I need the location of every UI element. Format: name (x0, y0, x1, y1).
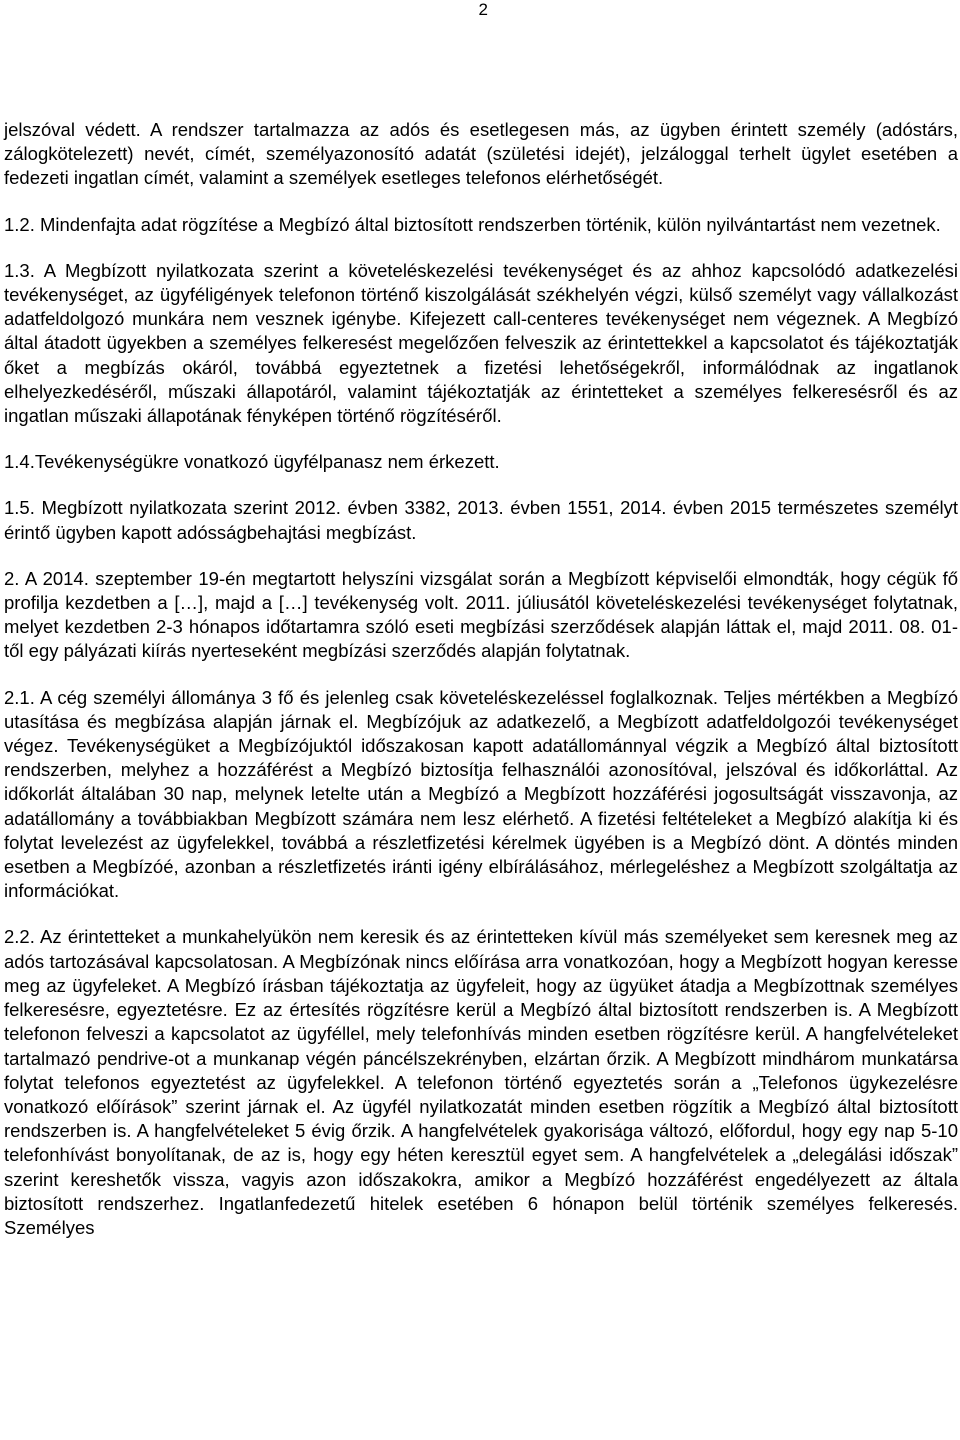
paragraph-section-1-2: 1.2. Mindenfajta adat rögzítése a Megbízó által biztosított rendszerben történik, külön nyilvántartást nem vezetnek. (4, 213, 941, 235)
document-body (4, 118, 958, 1240)
paragraph-intro-continuation: jelszóval védett. A rendszer tartalmazza az adós és esetlegesen más, az ügyben érintett személy (adóstárs, zálogkötelezett) nevét, címét, személyazonosító adatát (születési idejét), jelzáloggal terhelt ügylet esetében a fedezeti ingatlan címét, valamint a személyek esetleges telefonos elérhetőségét. (4, 119, 958, 189)
paragraph-section-1-3: 1.3. A Megbízott nyilatkozata szerint a követeléskezelési tevékenységet és az ahhoz kapcsolódó adatkezelési tevékenységet, az ügyféligények telefonon történő kiszolgálását székhelyén végzi, külső személyt vagy vállalkozást adatfeldolgozó munkára nem vesznek igénybe. Kifejezett call-centeres tevékenységet nem végeznek. A Megbízó által átadott ügyekben a személyes felkeresést megelőzően felveszik az érintettekkel a kapcsolatot és tájékoztatják őket a megbízás okáról, továbbá egyeztetnek a fizetési lehetőségekről, informálódnak az ingatlanok elhelyezkedéséről, műszaki állapotáról, valamint tájékoztatják az érintetteket a személyes felkeresésről és az ingatlan műszaki állapotának fényképen történő rögzítéséről. (4, 259, 958, 427)
paragraph-section-2-2: 2.2. Az érintetteket a munkahelyükön nem keresik és az érintetteken kívül más személyeket sem keresnek meg az adós tartozásával kapcsolatosan. A Megbízónak nincs előírása arra vonatkozóan, hogy a Megbízott hogyan keresse meg az ügyfeleket. A Megbízó írásban tájékoztatja az ügyfeleit, hogy az ügyüket átadja a Megbízottnak személyes felkeresésre, egyeztetésre. Ez az értesítés rögzítésre kerül a Megbízó által biztosított rendszerben is. A Megbízott telefonon felveszi a kapcsolatot az ügyféllel, mely telefonhívás minden esetben rögzítésre kerül. A hangfelvételeket tartalmazó pendrive-ot a munkanap végén páncélszekrényben, elzártan őrzik. A Megbízott mindhárom munkatársa folytat telefonos egyeztetést az ügyfelekkel. A telefonon történő egyeztetés során a „Telefonos ügykezelésre vonatkozó előírások” szerint járnak el. Az ügyfél nyilatkozatát minden esetben rögzítik a Megbízó által biztosított rendszerben is. A hangfelvételeket 5 évig őrzik. A hangfelvételek gyakorisága változó, előfordul, hogy egy nap 5-10 telefonhívást bonyolítanak, de az is, hogy egy héten keresztül egyet sem. A hangfelvételek a „delegálási időszak” szerint kereshetők vissza, vagyis azon időszakokra, amikor a Megbízó hozzáférést engedélyezett az általa biztosított rendszerhez. Ingatlanfedezetű hitelek esetében 6 hónapon belül történik személyes felkeresés. Személyes (4, 926, 958, 1238)
paragraph-section-2: 2. A 2014. szeptember 19-én megtartott helyszíni vizsgálat során a Megbízott képviselői elmondták, hogy cégük fő profilja kezdetben a […], majd a […] tevékenység volt. 2011. júliusától követeléskezelési tevékenységet folytatnak, melyet kezdetben 2-3 hónapos időtartamra szóló eseti megbízási szerződések alapján láttak el, majd 2011. 08. 01-től egy pályázati kiírás nyerteseként megbízási szerződés alapján folytatnak. (4, 567, 958, 662)
paragraph-section-1-5: 1.5. Megbízott nyilatkozata szerint 2012. évben 3382, 2013. évben 1551, 2014. évben 2015 természetes személyt érintő ügyben kapott adósságbehajtási megbízást. (4, 497, 958, 543)
page-number: 2 (478, 0, 488, 19)
paragraph-section-1-4: 1.4.Tevékenységükre vonatkozó ügyfélpanasz nem érkezett. (4, 451, 500, 473)
paragraph-section-2-1: 2.1. A cég személyi állománya 3 fő és jelenleg csak követeléskezeléssel foglalkoznak. Teljes mértékben a Megbízó utasítása és megbízása alapján járnak el. Megbízójuk az adatkezelő, a Megbízott adatfeldolgozói tevékenységet végez. Tevékenységüket a Megbízójuktól időszakosan kapott adatállománnyal végzik a Megbízó által biztosított rendszerben, melyhez a hozzáférést a Megbízó biztosítja felhasználói azonosítóval, jelszóval és időkorláttal. Az időkorlát általában 30 nap, melynek letelte után a Megbízó a Megbízott hozzáférési jogosultságát visszavonja, az adatállomány a továbbiakban Megbízott számára nem lesz elérhető. A fizetési feltételeket a Megbízó alakítja ki és folytat levelezést az ügyfelekkel, továbbá a részletfizetési kérelmek ügyében is a Megbízó dönt. A döntés minden esetben a Megbízóé, azonban a részletfizetés iránti igény elbírálásához, mérlegeléshez a Megbízott szolgáltatja az információkat. (4, 686, 958, 902)
